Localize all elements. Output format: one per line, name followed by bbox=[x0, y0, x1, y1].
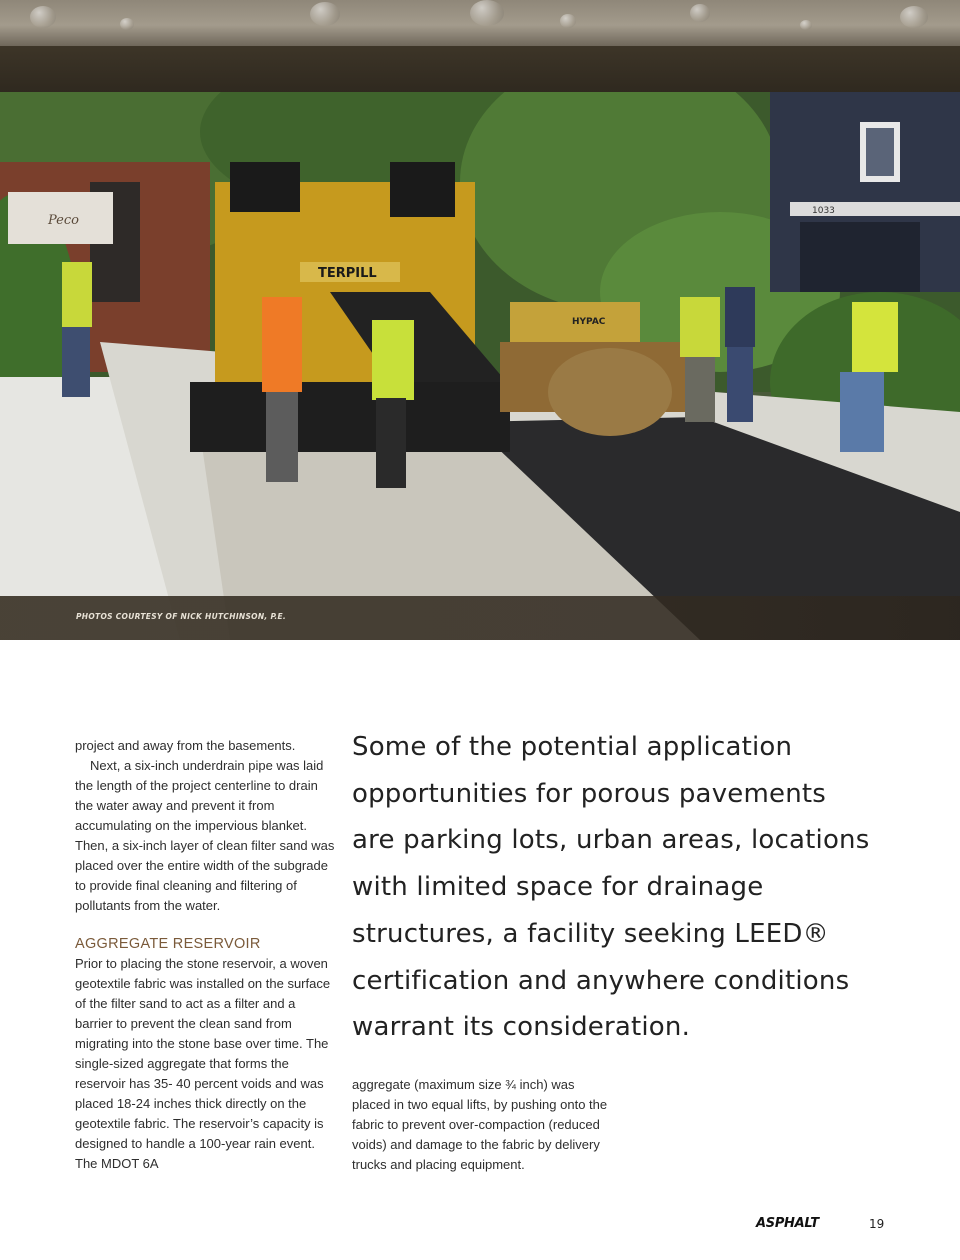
roller-brand-text: HYPAC bbox=[572, 317, 606, 327]
water-drop-banner bbox=[0, 0, 960, 46]
house-number-text: 1033 bbox=[812, 206, 835, 216]
paving-crew-photo bbox=[0, 92, 960, 640]
paver-brand-text: TERPILL bbox=[318, 266, 377, 281]
page-number: 19 bbox=[869, 1217, 885, 1231]
right-para-1: aggregate (maximum size ¾ inch) was placed in two equal lifts, by pushing onto the fabric to prevent over-compaction (reduced voids) and damage to the fabric by delivery trucks and placing equipment. bbox=[352, 1077, 608, 1172]
left-para-2: Next, a six-inch underdrain pipe was laid the length of the project centerline to drain the water away and prevent it from accumulating on the impervious blanket. Then, a six-inch layer of clean filter sand was placed over the entire width of the subgrade to provide final cleaning and filtering of pollutants from the water. bbox=[75, 758, 335, 913]
right-column bbox=[352, 1075, 614, 1175]
photo-credit: PHOTOS COURTESY OF NICK HUTCHINSON, P.E. bbox=[76, 612, 287, 621]
left-para-3: Prior to placing the stone reservoir, a woven geotextile fabric was installed on the surface of the filter sand to act as a filter and a barrier to prevent the clean sand from migrating into the stone base over time. The single-sized aggregate that forms the reservoir has 35- 40 percent voids and was placed 18-24 inches thick directly on the geotextile fabric. The reservoir’s capacity is designed to handle a 100-year rain event. The MDOT 6A bbox=[75, 956, 331, 1171]
left-column bbox=[75, 736, 335, 1174]
asphalt-logo: ASPHALT bbox=[756, 1216, 819, 1231]
left-para-1: project and away from the basements. bbox=[75, 738, 296, 753]
section-subhead: AGGREGATE RESERVOIR bbox=[75, 936, 261, 952]
sign-text: Peco bbox=[48, 213, 79, 228]
dark-banner bbox=[0, 46, 960, 92]
pull-quote: Some of the potential application opportunities for porous pavements are parking lots, urban areas, locations with limited space for drainage structures, a facility seeking LEED® certification and anywhere conditions warrant its consideration. bbox=[352, 732, 870, 1043]
